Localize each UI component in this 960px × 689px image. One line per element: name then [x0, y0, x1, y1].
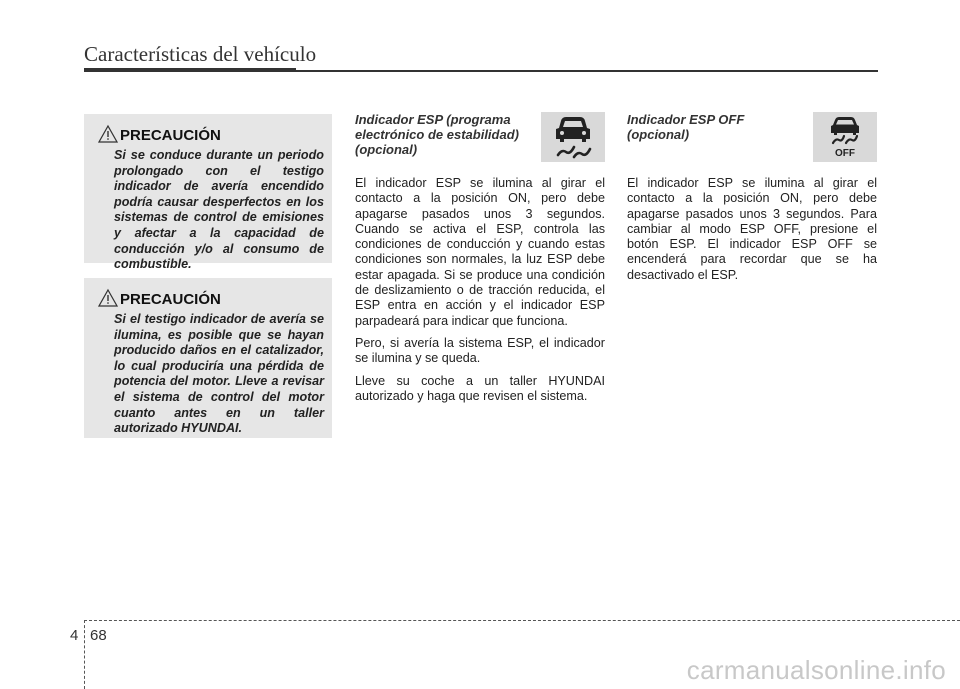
esp-off-title: Indicador ESP OFF (opcional) [627, 112, 745, 142]
esp-off-icon [822, 115, 868, 159]
caution-heading [98, 288, 324, 308]
esp-paragraph: Pero, si avería la sistema ESP, el indicador se ilumina y se queda. [355, 335, 605, 366]
esp-paragraph: El indicador ESP se ilumina al girar el contacto a la posición ON, pero debe apagarse pasados unos 3 segundos. Cuando se activa el ESP, controla las condiciones de conducción y cuando estas condiciones son normales, la luz ESP debe estar apagada. Si se produce una condición de deslizamiento o de tracción reducida, el ESP entra en acción y el indicador ESP parpadeará para indicar que funciona. [355, 176, 605, 328]
page-number: 68 [90, 627, 107, 644]
watermark: carmanualsonline.info [686, 655, 946, 685]
caution-title: PRECAUCIÓN [120, 291, 221, 308]
esp-off-section [627, 112, 877, 290]
caution-box-2 [84, 278, 332, 438]
caution-text: Si se conduce durante un periodo prolongado con el testigo indicador de avería encendido podría causar desperfectos en los sistemas de control de emisiones y afectar a la capacidad de conducción y/o al consumo de combustible. [114, 148, 324, 272]
caution-text: Si el testigo indicador de avería se ilumina, es posible que se hayan producido daños en el catalizador, lo cual produciría una pérdida de potencia del motor. Lleve a revisar el sistema de control del motor cuanto antes en un taller autorizado HYUNDAI. [114, 312, 324, 436]
esp-car-skid-icon [550, 115, 596, 159]
esp-off-heading [627, 112, 877, 162]
caution-title: PRECAUCIÓN [120, 127, 221, 144]
esp-title: Indicador ESP (programa electrónico de estabilidad) (opcional) [355, 112, 519, 157]
caution-box-1 [84, 114, 332, 272]
header-rule [84, 70, 878, 72]
esp-off-icon-box [813, 112, 877, 162]
esp-paragraph: Lleve su coche a un taller HYUNDAI autorizado y haga que revisen el sistema. [355, 373, 605, 403]
esp-icon-box [541, 112, 605, 162]
esp-off-paragraph: El indicador ESP se ilumina al girar el contacto a la posición ON, pero debe apagarse pasados unos 3 segundos. Para cambiar al modo ESP OFF, presione el botón ESP. El indicador ESP OFF se encenderá para recordar que se ha desactivado el ESP. [627, 176, 877, 282]
caution-heading [98, 124, 324, 144]
footer-divider [84, 620, 85, 689]
warning-triangle-icon [98, 124, 118, 144]
esp-section [355, 112, 605, 411]
page-header-title: Características del vehículo [84, 42, 317, 66]
chapter-number: 4 [70, 627, 79, 644]
warning-triangle-icon [98, 288, 118, 308]
esp-heading [355, 112, 605, 162]
footer-rule [84, 620, 960, 621]
esp-off-icon-label: OFF [835, 148, 855, 159]
